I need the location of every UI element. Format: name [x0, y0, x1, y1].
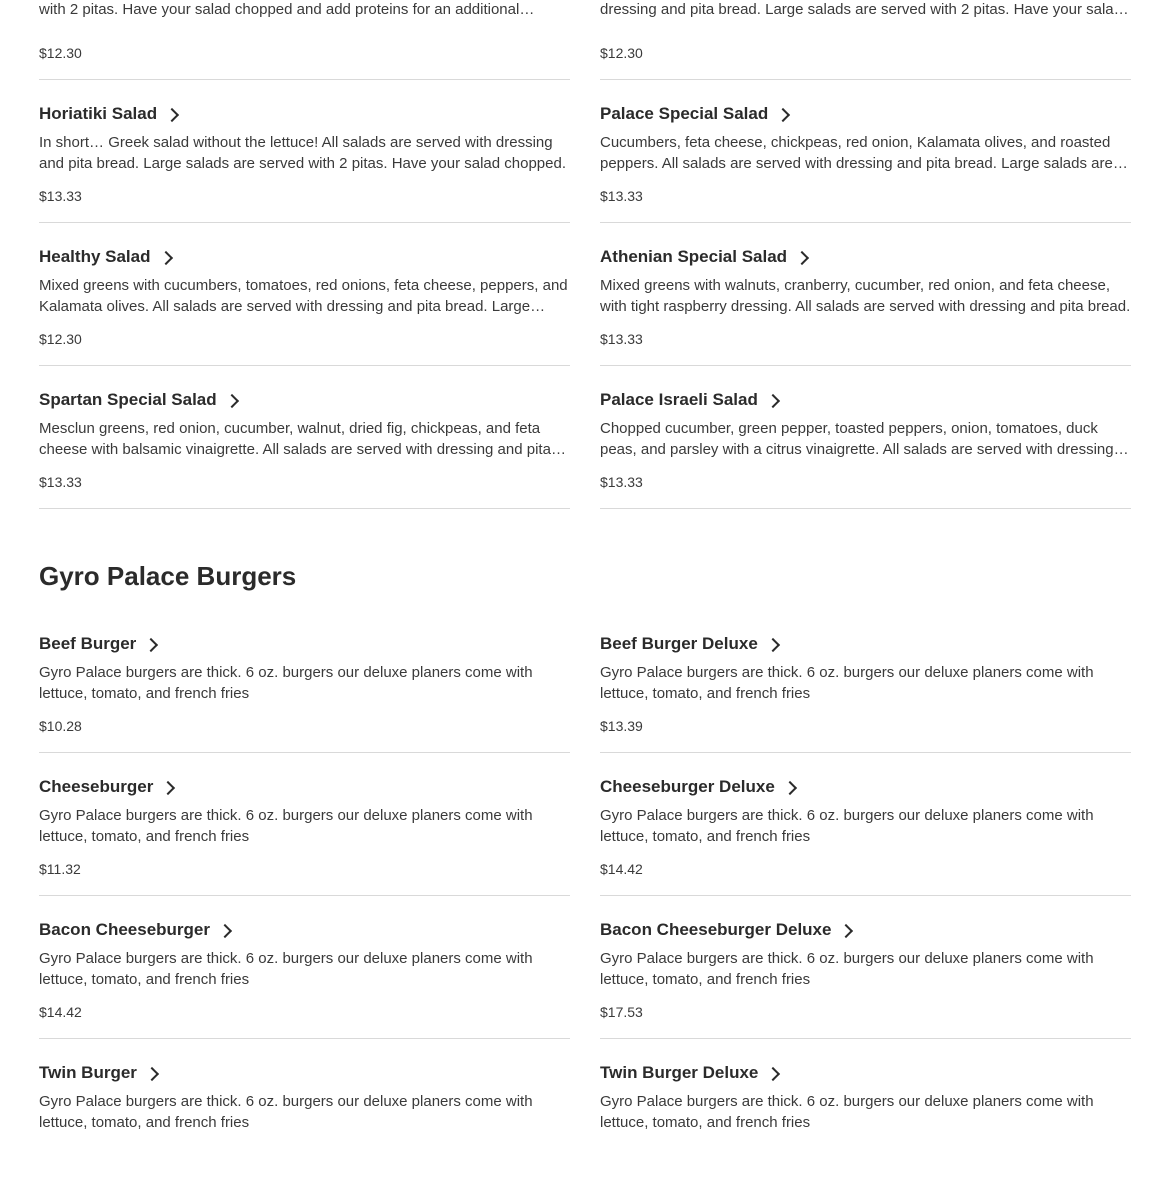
item-description: Gyro Palace burgers are thick. 6 oz. burgers our deluxe planers come with lettuce, tomato, and french fries — [600, 1093, 1094, 1131]
item-name: Athenian Special Salad — [600, 247, 788, 266]
item-price: $14.42 — [600, 861, 643, 877]
item-description: Gyro Palace burgers are thick. 6 oz. burgers our deluxe planers come with lettuce, tomato, and french fries — [39, 950, 533, 988]
item-price: $10.28 — [39, 718, 82, 734]
chevron-right-icon — [161, 780, 175, 794]
menu-item-card[interactable] — [39, 610, 570, 753]
item-title-link[interactable] — [600, 247, 807, 267]
item-price: $12.30 — [39, 331, 82, 347]
menu-item-card[interactable] — [600, 80, 1131, 223]
menu-item-card[interactable] — [600, 0, 1131, 80]
item-name: Twin Burger — [39, 1063, 137, 1082]
item-name: Cheeseburger — [39, 777, 154, 796]
menu-item-card[interactable] — [39, 223, 570, 366]
menu-item-card[interactable] — [600, 753, 1131, 896]
item-price: $12.30 — [39, 45, 82, 61]
item-name: Spartan Special Salad — [39, 390, 217, 409]
item-name: Twin Burger Deluxe — [600, 1063, 759, 1082]
item-name: Beef Burger Deluxe — [600, 634, 758, 653]
chevron-right-icon — [839, 923, 853, 937]
item-description: Mesclun greens, red onion, cucumber, walnut, dried fig, chickpeas, and feta cheese with balsamic vinaigrette. All salads are served with dressing and pita — [39, 420, 551, 458]
item-price: $17.53 — [600, 1004, 643, 1020]
burgers-grid — [39, 610, 1131, 1182]
chevron-right-icon — [144, 637, 158, 651]
menu-item-card[interactable] — [39, 80, 570, 223]
item-description: with 2 pitas. Have your salad chopped and add proteins for an additional — [39, 1, 520, 18]
item-title-link[interactable] — [39, 920, 230, 940]
item-description: Cucumbers, feta cheese, chickpeas, red onion, Kalamata olives, and roasted peppers. All salads are served with dressing and pita bread. Large salads are — [600, 134, 1113, 172]
item-price: $13.33 — [600, 188, 643, 204]
menu-item-card[interactable] — [600, 1039, 1131, 1182]
item-description: Gyro Palace burgers are thick. 6 oz. burgers our deluxe planers come with lettuce, tomato, and french fries — [39, 664, 533, 702]
item-description: Mixed greens with walnuts, cranberry, cucumber, red onion, and feta cheese, with tight raspberry dressing. All salads are served with dressing and pita bread. — [600, 277, 1131, 315]
menu-item-card[interactable] — [39, 753, 570, 896]
item-title-link[interactable] — [39, 390, 237, 410]
item-description: Chopped cucumber, green pepper, toasted peppers, onion, tomatoes, duck peas, and parsley with a citrus vinaigrette. All salads are served with dressing — [600, 420, 1114, 458]
menu-item-card[interactable] — [600, 223, 1131, 366]
item-price: $13.39 — [600, 718, 643, 734]
item-title-link[interactable] — [39, 104, 177, 124]
item-title-link[interactable] — [600, 634, 778, 654]
item-title-link[interactable] — [39, 634, 156, 654]
item-title-link[interactable] — [600, 1063, 778, 1083]
chevron-right-icon — [218, 923, 232, 937]
item-title-link[interactable] — [600, 920, 851, 940]
item-name: Cheeseburger Deluxe — [600, 777, 775, 796]
item-name: Horiatiki Salad — [39, 104, 158, 123]
item-price: $14.42 — [39, 1004, 82, 1020]
item-name: Bacon Cheeseburger — [39, 920, 210, 939]
item-description: In short… Greek salad without the lettuce! All salads are served with dressing and pita bread. Large salads are served with 2 pitas. Have your salad chopped. — [39, 134, 566, 172]
chevron-right-icon — [766, 637, 780, 651]
salads-grid — [39, 0, 1131, 509]
item-price: $11.32 — [39, 861, 81, 877]
chevron-right-icon — [145, 1066, 159, 1080]
item-title-link[interactable] — [600, 777, 795, 797]
item-description: Mixed greens with cucumbers, tomatoes, red onions, feta cheese, peppers, and Kalamata olives. All salads are served with dressing and pita bread. Large — [39, 277, 568, 315]
item-name: Healthy Salad — [39, 247, 151, 266]
item-name: Palace Israeli Salad — [600, 390, 758, 409]
menu-item-card[interactable] — [600, 366, 1131, 509]
item-name: Bacon Cheeseburger Deluxe — [600, 920, 832, 939]
menu-item-card[interactable] — [39, 0, 570, 80]
item-description: Gyro Palace burgers are thick. 6 oz. burgers our deluxe planers come with lettuce, tomato, and french fries — [600, 950, 1094, 988]
item-title-link[interactable] — [600, 390, 778, 410]
item-description: Gyro Palace burgers are thick. 6 oz. burgers our deluxe planers come with lettuce, tomato, and french fries — [600, 664, 1094, 702]
item-price: $13.33 — [600, 474, 643, 490]
item-description: Gyro Palace burgers are thick. 6 oz. burgers our deluxe planers come with lettuce, tomato, and french fries — [39, 807, 533, 845]
chevron-right-icon — [766, 1066, 780, 1080]
item-description: dressing and pita bread. Large salads are served with 2 pitas. Have your salad — [600, 1, 1122, 18]
item-price: $13.33 — [39, 474, 82, 490]
menu-item-card[interactable] — [600, 896, 1131, 1039]
menu-item-card[interactable] — [600, 610, 1131, 753]
item-description: Gyro Palace burgers are thick. 6 oz. burgers our deluxe planers come with lettuce, tomato, and french fries — [600, 807, 1094, 845]
chevron-right-icon — [776, 107, 790, 121]
chevron-right-icon — [158, 250, 172, 264]
item-description: Gyro Palace burgers are thick. 6 oz. burgers our deluxe planers come with lettuce, tomato, and french fries — [39, 1093, 533, 1131]
chevron-right-icon — [165, 107, 179, 121]
chevron-right-icon — [766, 393, 780, 407]
section-title: Gyro Palace Burgers — [39, 561, 297, 591]
item-price: $12.30 — [600, 45, 643, 61]
chevron-right-icon — [783, 780, 797, 794]
menu-item-card[interactable] — [39, 366, 570, 509]
item-title-link[interactable] — [39, 777, 173, 797]
item-title-link[interactable] — [39, 247, 171, 267]
chevron-right-icon — [795, 250, 809, 264]
item-price: $13.33 — [39, 188, 82, 204]
menu-item-card[interactable] — [39, 1039, 570, 1182]
menu-item-card[interactable] — [39, 896, 570, 1039]
item-price: $13.33 — [600, 331, 643, 347]
item-title-link[interactable] — [39, 1063, 157, 1083]
item-name: Beef Burger — [39, 634, 137, 653]
item-name: Palace Special Salad — [600, 104, 769, 123]
chevron-right-icon — [225, 393, 239, 407]
item-title-link[interactable] — [600, 104, 788, 124]
